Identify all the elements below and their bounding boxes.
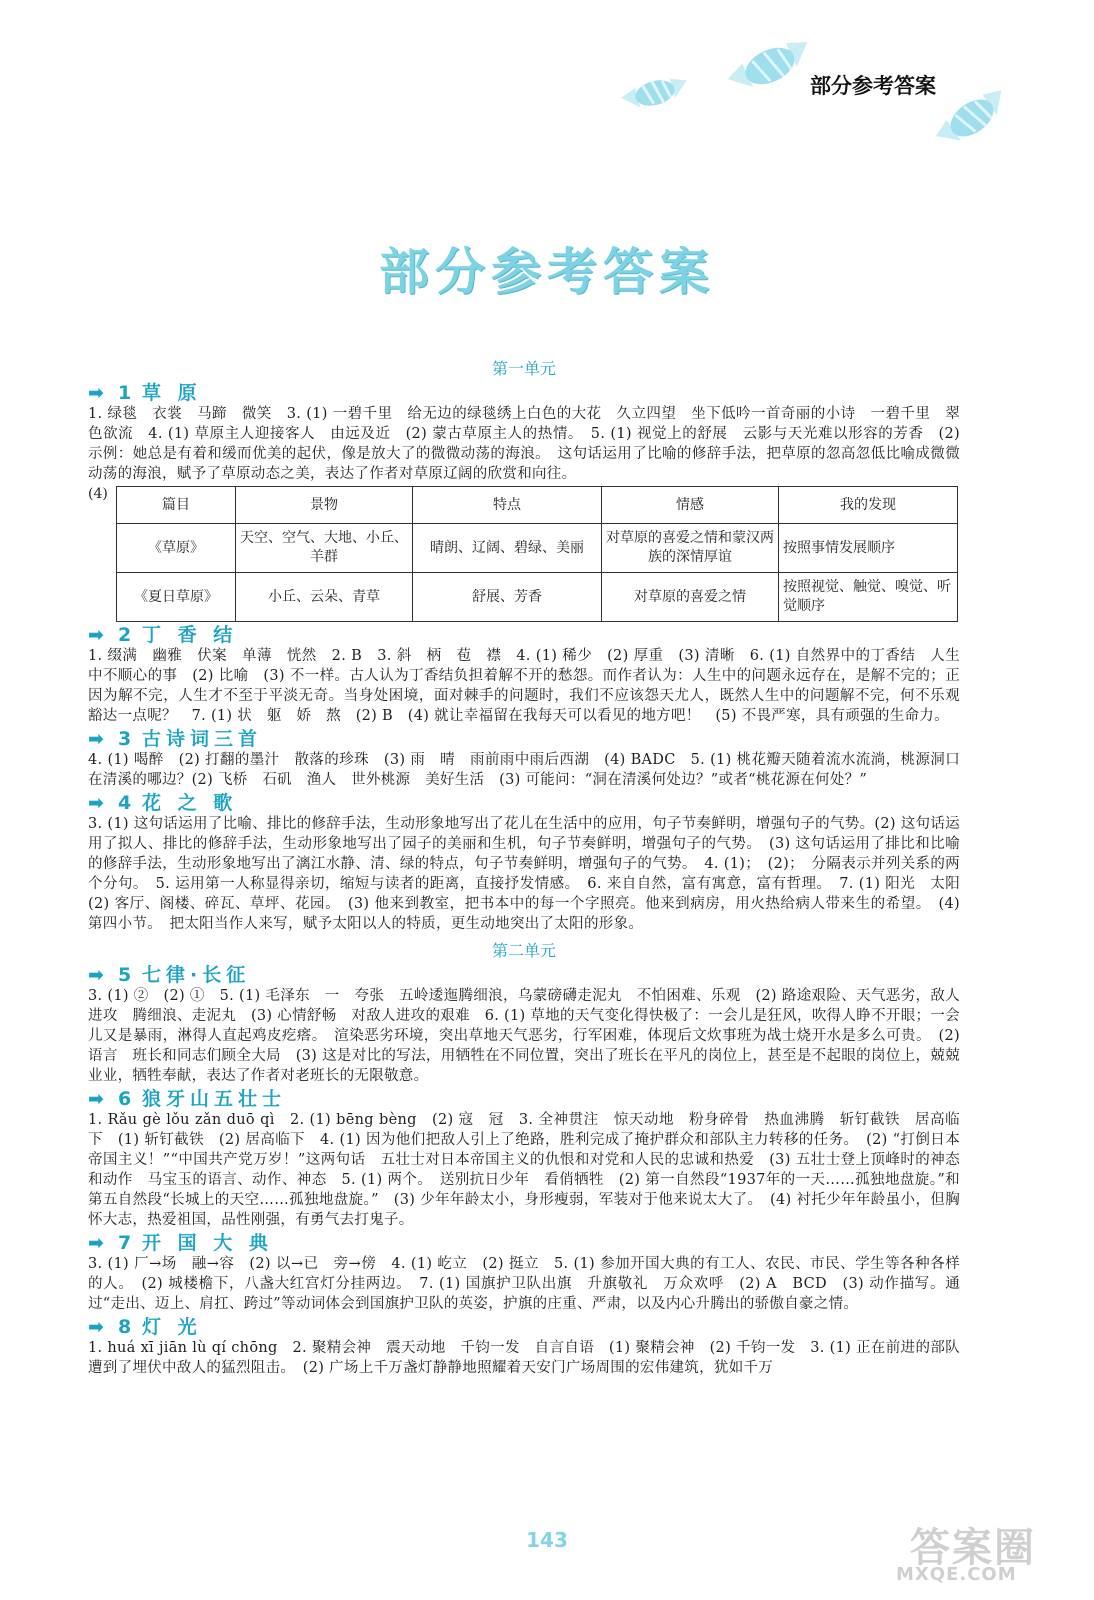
answer-table (116, 486, 958, 622)
answer-paragraph: 1. huá xī jiān lù qí chōng 2. 聚精会神 震天动地 千钧一发 自言自语 (1) 聚精会神 (2) 千钧一发 3. (1) 正在前进的部队遭到了埋伏中敌人的猛烈阻击。 (2) 广场上千万盏灯静静地照耀着天安门广场周围的宏伟建筑，犹如千万 (88, 1340, 960, 1376)
table-cell: 《夏日草原》 (117, 573, 236, 622)
section-heading: ➡ 4 花 之 歌 (88, 792, 238, 814)
table-cell: 《草原》 (117, 524, 236, 573)
answer-paragraph: 4. (1) 喝醉 (2) 打翻的墨汁 散落的珍珠 (3) 雨 晴 雨前雨中雨后西湖 (4) BADC 5. (1) 桃花瓣天随着流水流淌，桃源洞口在清溪的哪边？(2) 飞桥 石矶 渔人 世外桃源 美好生活 (3) 可能问：“洞在清溪何处边？”或者“桃花源在何处？” (88, 752, 960, 788)
header-label: 部分参考答案 (810, 74, 936, 98)
answer-paragraph: 3. (1) 这句话运用了比喻、排比的修辞手法，生动形象地写出了花儿在生活中的应用，句子节奏鲜明，增强句子的气势。(2) 这句话运用了拟人、排比的修辞手法，生动形象地写出了园子的美丽和生机，句子节奏鲜明，增强句子的气势。 (3) 这句话运用了排比和比喻的修辞手法，生动形象地写出了漓江水静、清、绿的特点，句子节奏鲜明，增强句子的气势。 4. (1)； (2)； 分隔表示并列关系的两个分句。 5. 运用第一人称显得亲切，缩短与读者的距离，直接抒发情感。 6. 来自自然，富有寓意，富有哲理。 7. (1) 阳光 太阳 (2) 客厅、阁楼、碎瓦、草坪、花园。 (3) 他来到教室，把书本中的每一个字照亮。他来到病房，用火热给病人带来生的希望。 (4) 第四小节。 把太阳当作人来写，赋予太阳以人的特质，更生动地突出了太阳的形象。 (88, 816, 975, 932)
answer-paragraph: 3. (1) ② (2) ① 5. (1) 毛泽东 一 夸张 五岭逶迤腾细浪，乌蒙磅礴走泥丸 不怕困难、乐观 (2) 路途艰险、天气恶劣，敌人进攻 腾细浪、走泥丸 (3) 心情舒畅 对敌人进攻的艰难 6. (1) 草地的天气变化得快极了：一会儿是狂风，吹得人睁不开眼；一会儿又是暴雨，淋得人直起鸡皮疙瘩。 渲染恶劣环境，突出草地天气恶劣，行军困难，体现后文炊事班为战士烧开水是多么可贵。 (2) 语言 班长和同志们顾全大局 (3) 这是对比的写法，用牺牲在不同位置，突出了班长在平凡的岗位上，甚至是不起眼的岗位上，兢兢业业，牺牲奉献，表达了作者对老班长的无限敬意。 (88, 988, 960, 1084)
page-title: 部分参考答案 (379, 243, 715, 301)
arrow-icon: ➡ (88, 728, 104, 750)
table-cell: 小丘、云朵、青草 (236, 573, 413, 622)
arrow-icon: ➡ (88, 1232, 104, 1254)
table-header: 特点 (413, 487, 602, 524)
section-heading: ➡ 7 开 国 大 典 (88, 1232, 273, 1254)
arrow-icon: ➡ (88, 624, 104, 646)
answer-paragraph: 1. 绿毯 衣裳 马蹄 微笑 3. (1) 一碧千里 给无边的绿毯绣上白色的大花 久立四望 坐下低吟一首奇丽的小诗 一碧千里 翠色欲流 4. (1) 草原主人迎接客人 由远及近 (2) 蒙古草原主人的热情。 5. (1) 视觉上的舒展 云影与天光难以形容的芳香 (2) 示例：她总是有着和缓而优美的起伏，像是放大了的微微动荡的海浪。 这句话运用了比喻的修辞手法，把草原的忽高忽低比喻成微微动荡的海浪，赋予了草原动态之美，表达了作者对草原辽阔的欣赏和向往。 (88, 406, 960, 482)
table-cell: 对草原的喜爱之情 (602, 573, 779, 622)
table-cell: 晴朗、辽阔、碧绿、美丽 (413, 524, 602, 573)
table-cell: 对草原的喜爱之情和蒙汉两族的深情厚谊 (602, 524, 779, 573)
answer-paragraph: 1. Rǎu gè lǒu zǎn duō qì 2. (1) bēng bèng (2) 寇 冠 3. 全神贯注 惊天动地 粉身碎骨 热血沸腾 斩钉截铁 居高临下 (1) 斩钉截铁 (2) 居高临下 4. (1) 因为他们把敌人引上了绝路，胜利完成了掩护群众和部队主力转移的任务。 (2) “打倒日本帝国主义！”“中国共产党万岁！”这两句话 五壮士对日本帝国主义的仇恨和对党和人民的忠诚和热爱 (3) 五壮士登上顶峰时的神态和动作 马宝玉的语言、动作、神态 5. (1) 两个。 送别抗日少年 看俏牺牲 (2) 第一自然段“1937年的一天……孤独地盘旋。”和第五自然段“长城上的天空……孤独地盘旋。” (3) 少年年龄太小，身形瘦弱，军装对于他来说太大了。 (4) 衬托少年年龄虽小，但胸怀大志，热爱祖国，品性刚强，有勇气去打鬼子。 (88, 1112, 960, 1228)
unit-heading: 第二单元 (491, 941, 556, 960)
table-cell: 天空、空气、大地、小丘、羊群 (236, 524, 413, 573)
answer-paragraph: 1. 缀满 幽雅 伏案 单薄 恍然 2. B 3. 斜 柄 苞 襟 4. (1) 稀少 (2) 厚重 (3) 清晰 6. (1) 自然界中的丁香结 人生中不顺心的事 (2) 比喻 (3) 不一样。古人认为丁香结负担着解不开的愁怨。而作者认为：人生中的问题永远存在，是解不完的；正因为解不完，人生才不至于平淡无奇。当身处困境，面对棘手的问题时，我们不应该怨天尤人，既然人生中的问题解不完，何不乐观豁达一点呢？ 7. (1) 状 躯 娇 熬 (2) B (4) 就让幸福留在我每天可以看见的地方吧！ (5) 不畏严寒，具有顽强的生命力。 (88, 648, 960, 724)
arrow-icon: ➡ (88, 792, 104, 814)
page-number: 143 (526, 1528, 568, 1552)
table-header: 景物 (236, 487, 413, 524)
watermark-logo (896, 1516, 1076, 1588)
table-header: 情感 (602, 487, 779, 524)
table-cell: 按照视觉、触觉、嗅觉、听觉顺序 (779, 573, 958, 622)
section-heading: ➡ 6 狼牙山五壮士 (88, 1088, 287, 1110)
watermark-url: MXQE.COM (896, 1564, 1017, 1585)
arrow-icon: ➡ (88, 1316, 104, 1338)
section-heading: ➡ 2 丁 香 结 (88, 624, 238, 646)
table-cell: 舒展、芳香 (413, 573, 602, 622)
table-cell: 按照事情发展顺序 (779, 524, 958, 573)
arrow-icon: ➡ (88, 382, 104, 404)
section-heading: ➡ 1 草 原 (88, 382, 202, 404)
table-label: (4) (88, 486, 108, 502)
arrow-icon: ➡ (88, 1088, 104, 1110)
section-heading: ➡ 5 七律·长征 (88, 964, 251, 986)
table-header: 篇目 (117, 487, 236, 524)
answer-table-wrap (88, 486, 960, 622)
watermark-text: 答案圈 (910, 1525, 1036, 1571)
unit-heading: 第一单元 (491, 359, 556, 378)
answer-paragraph: 3. (1) 厂→场 融→容 (2) 以→已 旁→傍 4. (1) 屹立 (2) 挺立 5. (1) 参加开国大典的有工人、农民、市民、学生等各种各样的人。 (2) 城楼檐下，八盏大红宫灯分挂两边。 7. (1) 国旗护卫队出旗 升旗敬礼 万众欢呼 (2) A BCD (3) 动作描写。通过“走出、迈上、肩扛、跨过”等动词体会到国旗护卫队的英姿，护旗的庄重、严肃，以及内心升腾出的骄傲自豪之情。 (88, 1256, 960, 1312)
answer-content (88, 356, 975, 1378)
arrow-icon: ➡ (88, 964, 104, 986)
table-header: 我的发现 (779, 487, 958, 524)
section-heading: ➡ 8 灯 光 (88, 1316, 202, 1338)
section-heading: ➡ 3 古诗词三首 (88, 728, 263, 750)
